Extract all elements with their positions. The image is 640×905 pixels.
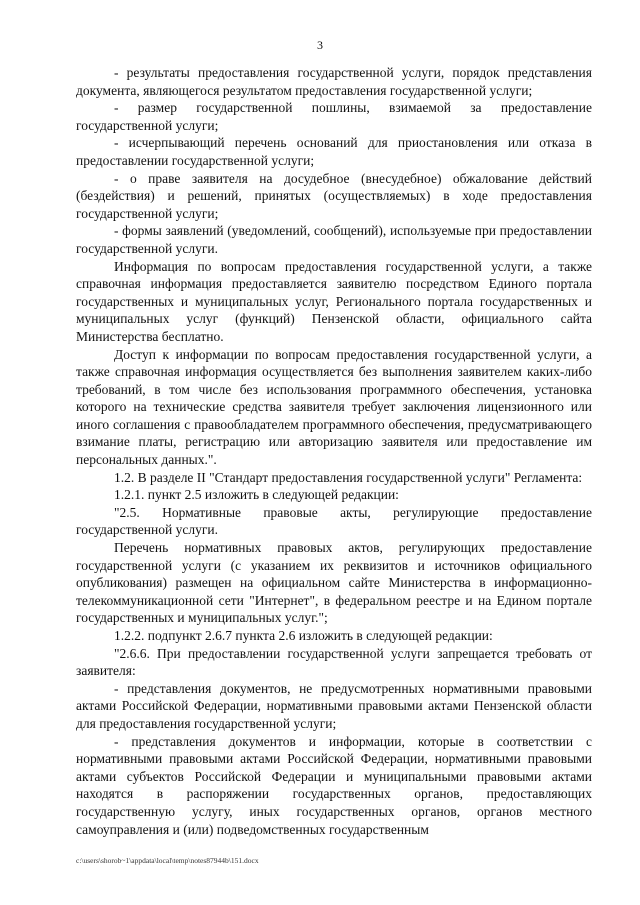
paragraph: - представления документов, не предусмотренных нормативными правовыми актами Российской Федерации, нормативными правовыми актами Пензенской области для предоставления государственной услуги; [76,680,592,731]
paragraph: 1.2.1. пункт 2.5 изложить в следующей редакции: [114,487,399,503]
paragraph: - представления документов и информации, которые в соответствии с нормативными правовыми актами Российской Федерации, нормативными правовыми актами субъектов Российской Федерации и муниципальными правовыми актами находятся в распоряжении государственных органов, предоставляющих государственную услугу, иных государственных органов, органов местного самоуправления и (или) подведомственных государственным [76,733,592,837]
paragraph: "2.5. Нормативные правовые акты, регулирующие предоставление государственной услуги. [76,504,592,538]
paragraph: - результаты предоставления государственной услуги, порядок представления документа, являющегося результатом предоставления государственной услуги; [76,65,592,98]
paragraph: 1.2. В разделе II "Стандарт предоставления государственной услуги" Регламента: [114,469,583,485]
paragraph: - размер государственной пошлины, взимаемой за предоставление государственной услуги; [76,100,592,133]
paragraph: - формы заявлений (уведомлений, сообщений), используемые при предоставлении государственной услуги. [76,223,592,256]
paragraph: - исчерпывающий перечень оснований для приостановления или отказа в предоставлении государственной услуги; [76,135,592,168]
paragraph: Перечень нормативных правовых актов, регулирующих предоставление государственной услуги (с указанием их реквизитов и источников официального опубликования) размещен на официальном сайте Министерства в информационно-телекоммуникационной сети "Интернет", в федеральном реестре и на Едином портале государственных и муниципальных услуг."; [76,540,592,626]
paragraph: Доступ к информации по вопросам предоставления государственной услуги, а также справочная информация осуществляется без выполнения заявителем каких-либо требований, в том числе без использования программного обеспечения, установка которого на технические средства заявителя требует заключения лицензионного или иного соглашения с правообладателем программного обеспечения, предусматривающего взимание платы, регистрацию или авторизацию заявителя или предоставление им персональных данных.". [76,346,592,468]
document-body [76,64,592,838]
paragraph: 1.2.2. подпункт 2.6.7 пункта 2.6 изложить в следующей редакции: [114,628,493,643]
page-number: 3 [317,38,323,52]
paragraph: "2.6.6. При предоставлении государственной услуги запрещается требовать от заявителя: [76,645,592,679]
footer-file-path: c:\users\shorob~1\appdata\local\temp\notes87944b\151.docx [76,856,259,865]
paragraph: - о праве заявителя на досудебное (внесудебное) обжалование действий (бездействия) и решений, принятых (осуществляемых) в ходе предоставления государственной услуги; [76,170,592,221]
paragraph: Информация по вопросам предоставления государственной услуги, а также справочная информация предоставляется заявителю посредством Единого портала государственных и муниципальных услуг, Регионального портала государственных и муниципальных услуг (функций) Пензенской области, официального сайта Министерства бесплатно. [76,258,592,344]
